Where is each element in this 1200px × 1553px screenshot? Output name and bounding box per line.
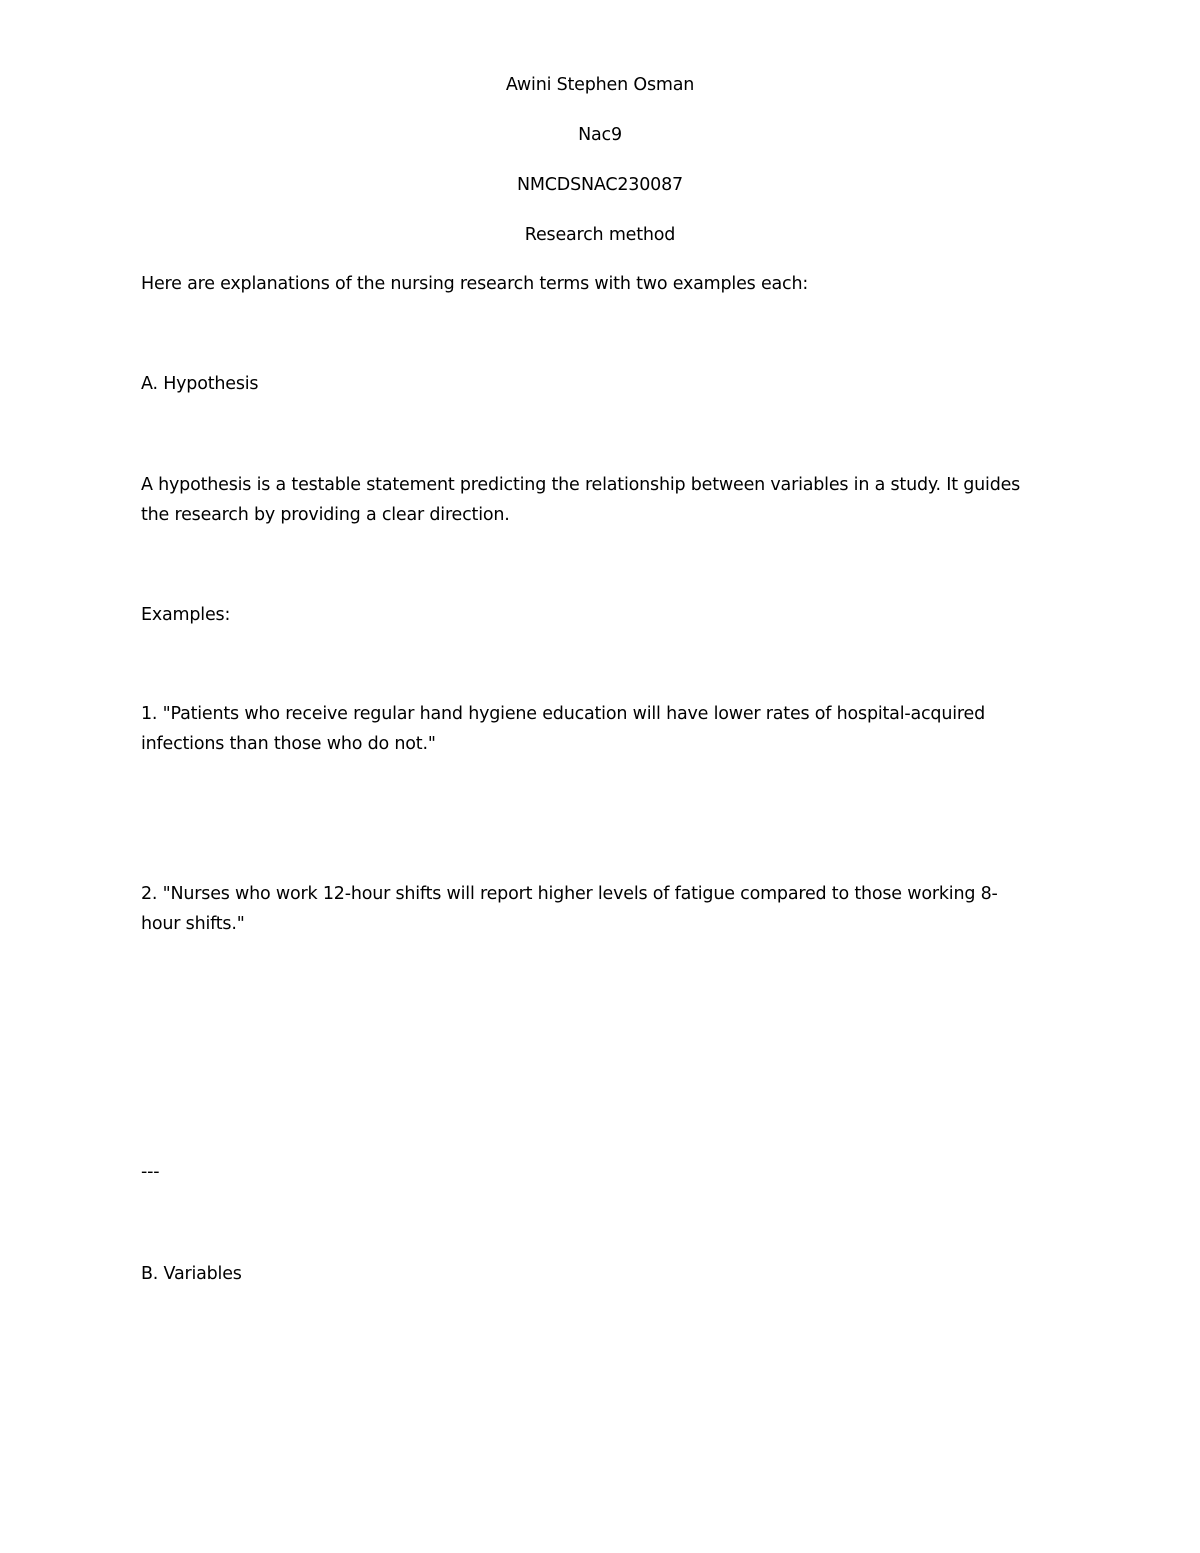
example-1-line-1: 1. "Patients who receive regular hand hygiene education will have lower rates of hospital-acquired [141,704,985,724]
section-a-heading: A. Hypothesis [141,374,259,394]
example-2-line-1: 2. "Nurses who work 12-hour shifts will report higher levels of fatigue compared to those working 8- [141,884,998,904]
section-b-heading: B. Variables [141,1264,242,1284]
intro-text: Here are explanations of the nursing research terms with two examples each: [141,274,809,294]
course-title: Research method [524,225,676,245]
author-name: Awini Stephen Osman [505,75,695,95]
example-2-line-2: hour shifts." [141,914,245,934]
hypothesis-definition-line-2: the research by providing a clear direction. [141,505,510,525]
example-1-line-2: infections than those who do not." [141,734,436,754]
examples-label: Examples: [141,605,231,625]
section-separator: --- [141,1162,160,1182]
id-number: NMCDSNAC230087 [517,175,683,195]
hypothesis-definition-line-1: A hypothesis is a testable statement predicting the relationship between variables in a study. It guides [141,475,1021,495]
class-name: Nac9 [578,125,622,145]
